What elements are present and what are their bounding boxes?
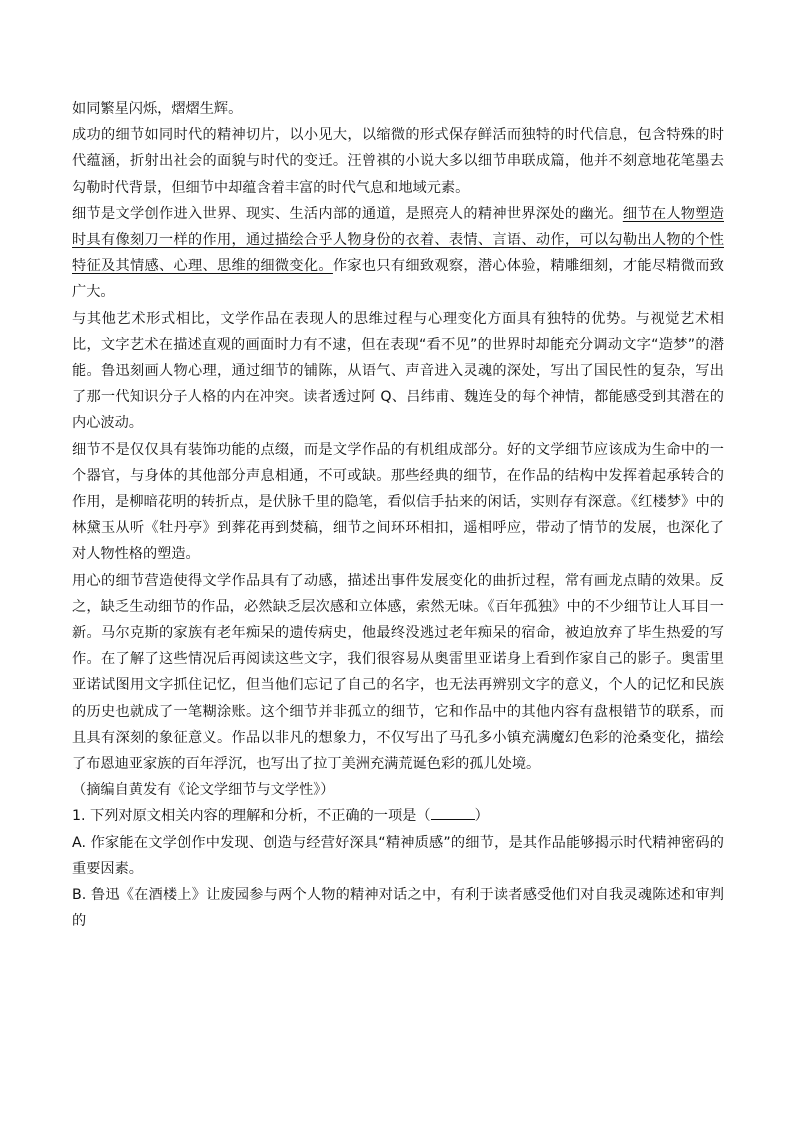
question-1-close: ） — [474, 808, 489, 825]
source-citation: （摘编自黄发有《论文学细节与文学性》） — [72, 782, 335, 799]
paragraph-2-end: 作家也只有细致观察，潜心体验，精雕细刻，才能尽精微而致广大。 — [72, 258, 724, 301]
paragraph-2-underlined: 细节在人物塑造时具有像刻刀一样的作用，通过描绘合乎人物身份的衣着、表情、言语、动作，可以勾勒出人物的个性特征及其情感、心理、思维的细微变化。 — [72, 205, 724, 275]
question-1 — [72, 803, 724, 829]
paragraph-2-intro: 细节是文学创作进入世界、现实、生活内部的通道，是照亮人的精神世界深处的幽光。 — [72, 205, 623, 222]
document-page — [72, 96, 724, 935]
option-b[interactable]: B. 鲁迅《在酒楼上》让废园参与两个人物的精神对话之中，有利于读者感受他们对自我灵魂陈述和审判的 — [72, 887, 724, 930]
paragraph-5: 用心的细节营造使得文学作品具有了动感，描述出事件发展变化的曲折过程，常有画龙点睛的效果。反之，缺乏生动细节的作品，必然缺乏层次感和立体感，索然无味。《百年孤独》中的不少细节让人耳目一新。马尔克斯的家族有老年痴呆的遗传病史，他最终没逃过老年痴呆的宿命，被迫放弃了毕生热爱的写作。在了解了这些情况后再阅读这些文字，我们很容易从奥雷里亚诺身上看到作家自己的影子。奥雷里亚诺试图用文字抓住记忆，但当他们忘记了自己的名字，也无法再辨别文字的意义，个人的记忆和民族的历史也就成了一笔糊涂账。这个细节并非孤立的细节，它和作品中的其他内容有盘根错节的联系，而且具有深刻的象征意义。作品以非凡的想象力，不仅写出了马孔多小镇充满魔幻色彩的沧桑变化，描绘了布恩迪亚家族的百年浮沉，也写出了拉丁美洲充满荒诞色彩的孤儿处境。 — [72, 572, 724, 773]
option-a[interactable]: A. 作家能在文学创作中发现、创造与经营好深具“精神质感”的细节，是其作品能够揭示时代精神密码的重要因素。 — [72, 834, 724, 877]
opening-line: 如同繁星闪烁，熠熠生辉。 — [72, 101, 243, 117]
paragraph-4: 细节不是仅仅具有装饰功能的点缀，而是文学作品的有机组成部分。好的文学细节应该成为生命中的一个器官，与身体的其他部分声息相通，不可或缺。那些经典的细节，在作品的结构中发挥着起承转合的作用，是柳暗花明的转折点，是伏脉千里的隐笔，看似信手拈来的闲话，实则存有深意。《红楼梦》中的林黛玉从听《牡丹亭》到葬花再到焚稿，细节之间环环相扣，遥相呼应，带动了情节的发展，也深化了对人物性格的塑造。 — [72, 441, 724, 563]
paragraph-2 — [72, 201, 724, 306]
question-1-text: 1. 下列对原文相关内容的理解和分析，不正确的一项是（ — [72, 808, 431, 825]
answer-blank[interactable] — [431, 807, 475, 820]
paragraph-3: 与其他艺术形式相比，文学作品在表现人的思维过程与心理变化方面具有独特的优势。与视觉艺术相比，文字艺术在描述直观的画面时力有不逮，但在表现“看不见”的世界时却能充分调动文字“造梦”的潜能。鲁迅刻画人物心理，通过细节的铺陈，从语气、声音进入灵魂的深处，写出了国民性的复杂，写出了那一代知识分子人格的内在冲突。读者透过阿 Q、吕纬甫、魏连殳的每个神情，都能感受到其潜在的内心波动。 — [72, 310, 724, 432]
paragraph-1: 成功的细节如同时代的精神切片，以小见大，以缩微的形式保存鲜活而独特的时代信息，包含特殊的时代蕴涵，折射出社会的面貌与时代的变迁。汪曾祺的小说大多以细节串联成篇，他并不刻意地花笔墨去勾勒时代背景，但细节中却蕴含着丰富的时代气息和地域元素。 — [72, 127, 724, 196]
